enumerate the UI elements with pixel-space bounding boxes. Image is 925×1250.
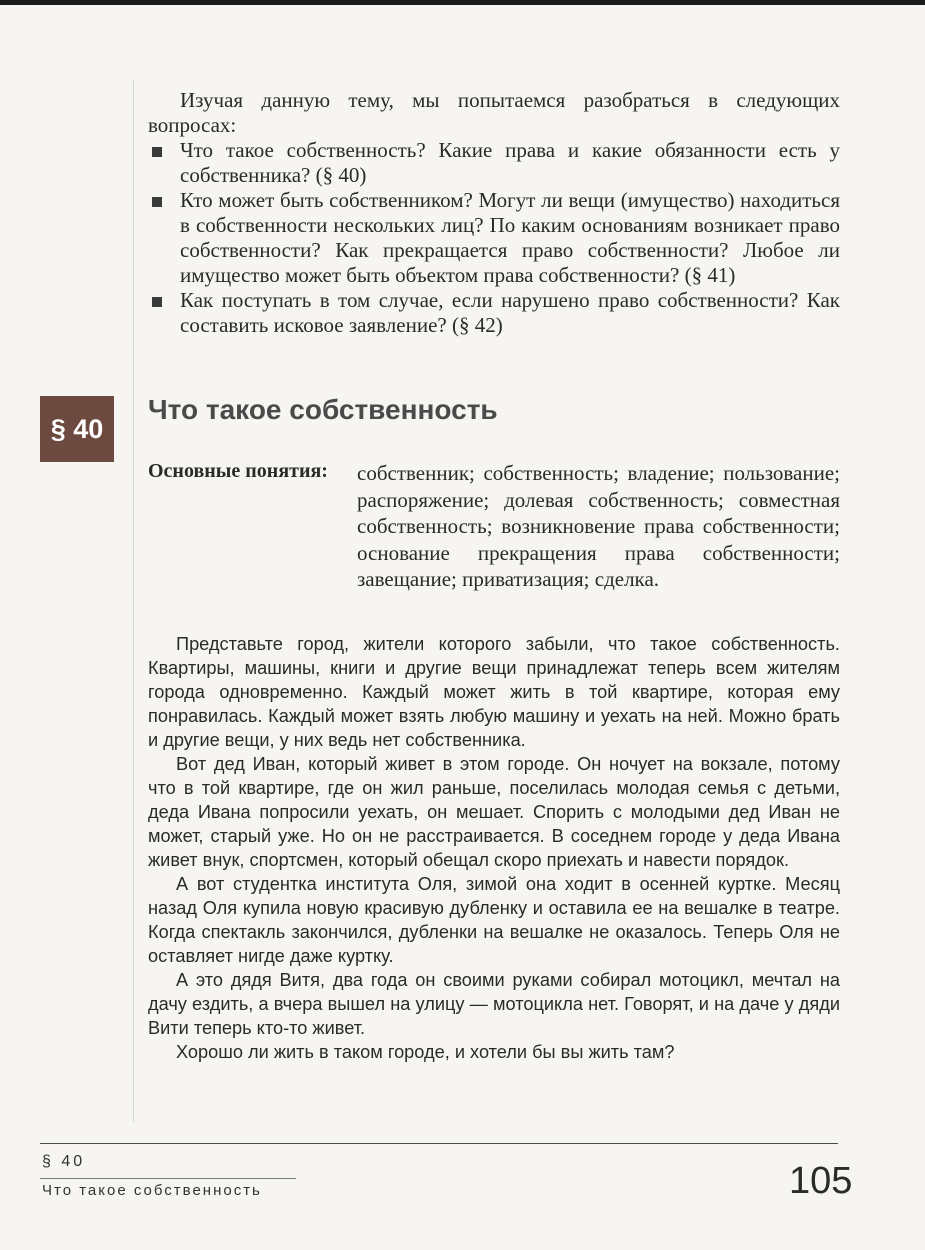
page-number: 105 [789, 1160, 853, 1202]
body-paragraph: А это дядя Витя, два года он своими руками собирал мотоцикл, мечтал на дачу ездить, а вчера вышел на улицу — мотоцикла нет. Говорят, и на даче у дяди Вити теперь кто-то живет. [148, 970, 840, 1038]
question-item [148, 188, 840, 288]
intro-lead: Изучая данную тему, мы попытаемся разобраться в следующих вопросах: [148, 88, 840, 137]
body-paragraph: Хорошо ли жить в таком городе, и хотели бы вы жить там? [176, 1042, 675, 1062]
footer-sub-rule [40, 1178, 296, 1179]
body-text [148, 632, 840, 1064]
square-bullet-icon [152, 297, 162, 307]
intro-block [148, 88, 840, 338]
section-badge: § 40 [40, 396, 114, 462]
body-paragraph: Вот дед Иван, который живет в этом городе. Он ночует на вокзале, потому что в той квартире, где он жил раньше, поселилась молодая семья с детьми, деда Ивана попросили уехать, он мешает. Спорить с молодыми дед Иван не может, старый уже. Но он не расстраивается. В соседнем городе у деда Ивана живет внук, спортсмен, который обещал скоро приехать и навести порядок. [148, 754, 840, 870]
square-bullet-icon [152, 147, 162, 157]
body-paragraph: Представьте город, жители которого забыли, что такое собственность. Квартиры, машины, книги и другие вещи принадлежат теперь всем жителям города одновременно. Каждый может жить в той квартире, которая ему понравилась. Каждый может взять любую машину и уехать на ней. Можно брать и другие вещи, у них ведь нет собственника. [148, 634, 840, 750]
margin-line [133, 80, 134, 1122]
concepts-text: собственник; собственность; владение; пользование; распоряжение; долевая собственность; совместная собственность; возникновение права собственности; основание прекращения права собственности; завещание; приватизация; сделка. [357, 461, 840, 591]
question-text: Кто может быть собственником? Могут ли вещи (имущество) находиться в собственности нескольких лиц? По каким основаниям возникает право собственности? Как прекращается право собственности? Любое ли имущество может быть объектом права собственности? (§ 41) [180, 188, 840, 287]
question-item [148, 138, 840, 188]
concepts-label: Основные понятия: [148, 460, 328, 482]
top-border-rule [0, 0, 925, 5]
question-list [148, 138, 840, 338]
footer-section: § 40 [42, 1153, 86, 1170]
question-text: Что такое собственность? Какие права и какие обязанности есть у собственника? (§ 40) [180, 138, 840, 187]
footer-title: Что такое собственность [42, 1182, 262, 1199]
section-title: Что такое собственность [148, 394, 498, 425]
footer-rule [40, 1143, 838, 1144]
square-bullet-icon [152, 197, 162, 207]
question-item [148, 288, 840, 338]
question-text: Как поступать в том случае, если нарушено право собственности? Как составить исковое заявление? (§ 42) [180, 288, 840, 337]
body-paragraph: А вот студентка института Оля, зимой она ходит в осенней куртке. Месяц назад Оля купила новую красивую дубленку и оставила ее на вешалке в театре. Когда спектакль закончился, дубленки на вешалке не оказалось. Теперь Оля не оставляет нигде даже куртку. [148, 874, 840, 966]
